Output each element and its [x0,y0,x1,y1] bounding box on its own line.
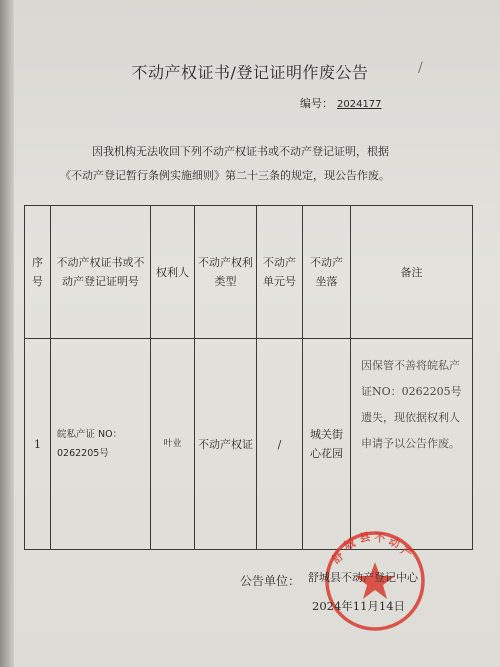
footer-label: 公告单位： [240,574,301,588]
handwritten-mark: / [418,60,423,76]
doc-no-label: 编号： [300,97,333,110]
cell-index: 1 [25,339,51,550]
header-cert-no: 不动产权证书或不动产登记证明号 [51,206,151,339]
table-header-row [25,206,473,339]
svg-text:动: 动 [386,534,402,551]
header-index: 序号 [25,206,51,339]
cell-cert-no: 皖私产证 NO：0262205号 [51,339,151,550]
doc-no-value: 2024177 [337,99,382,110]
footer-organization: 舒城县不动产登记中心 [308,571,418,584]
header-owner: 权利人 [151,206,195,339]
page-edge-shadow [0,0,14,667]
svg-text:不: 不 [373,531,386,545]
intro-paragraph [60,140,460,188]
header-location: 不动产坐落 [303,206,351,339]
cell-unit-no: / [257,339,303,550]
intro-line-2: 《不动产登记暂行条例实施细则》第二十三条的规定，现公告作废。 [60,169,390,182]
svg-text:舒: 舒 [329,549,347,567]
footer-date: 2024年11月14日 [312,599,406,613]
cell-location: 城关街心花园 [303,339,351,550]
svg-text:产: 产 [398,543,415,561]
cell-remark: 因保管不善将皖私产证NO：0262205号遗失，现依据权利人申请予以公告作废。 [351,339,473,550]
svg-text:县: 县 [358,530,372,545]
intro-line-1: 因我机构无法收回下列不动产权证书或不动产登记证明，根据 [92,145,389,158]
certificate-table [24,205,473,550]
svg-text:城: 城 [341,536,358,553]
table-row [25,339,473,550]
document-number [300,95,382,111]
document-title: 不动产权证书/登记证明作废公告 [131,63,369,82]
header-remark: 备注 [351,206,473,339]
header-right-type: 不动产权利类型 [195,206,257,339]
cell-owner: 叶业 [151,339,195,550]
header-unit-no: 不动产单元号 [257,206,303,339]
cell-right-type: 不动产权证 [195,339,257,550]
